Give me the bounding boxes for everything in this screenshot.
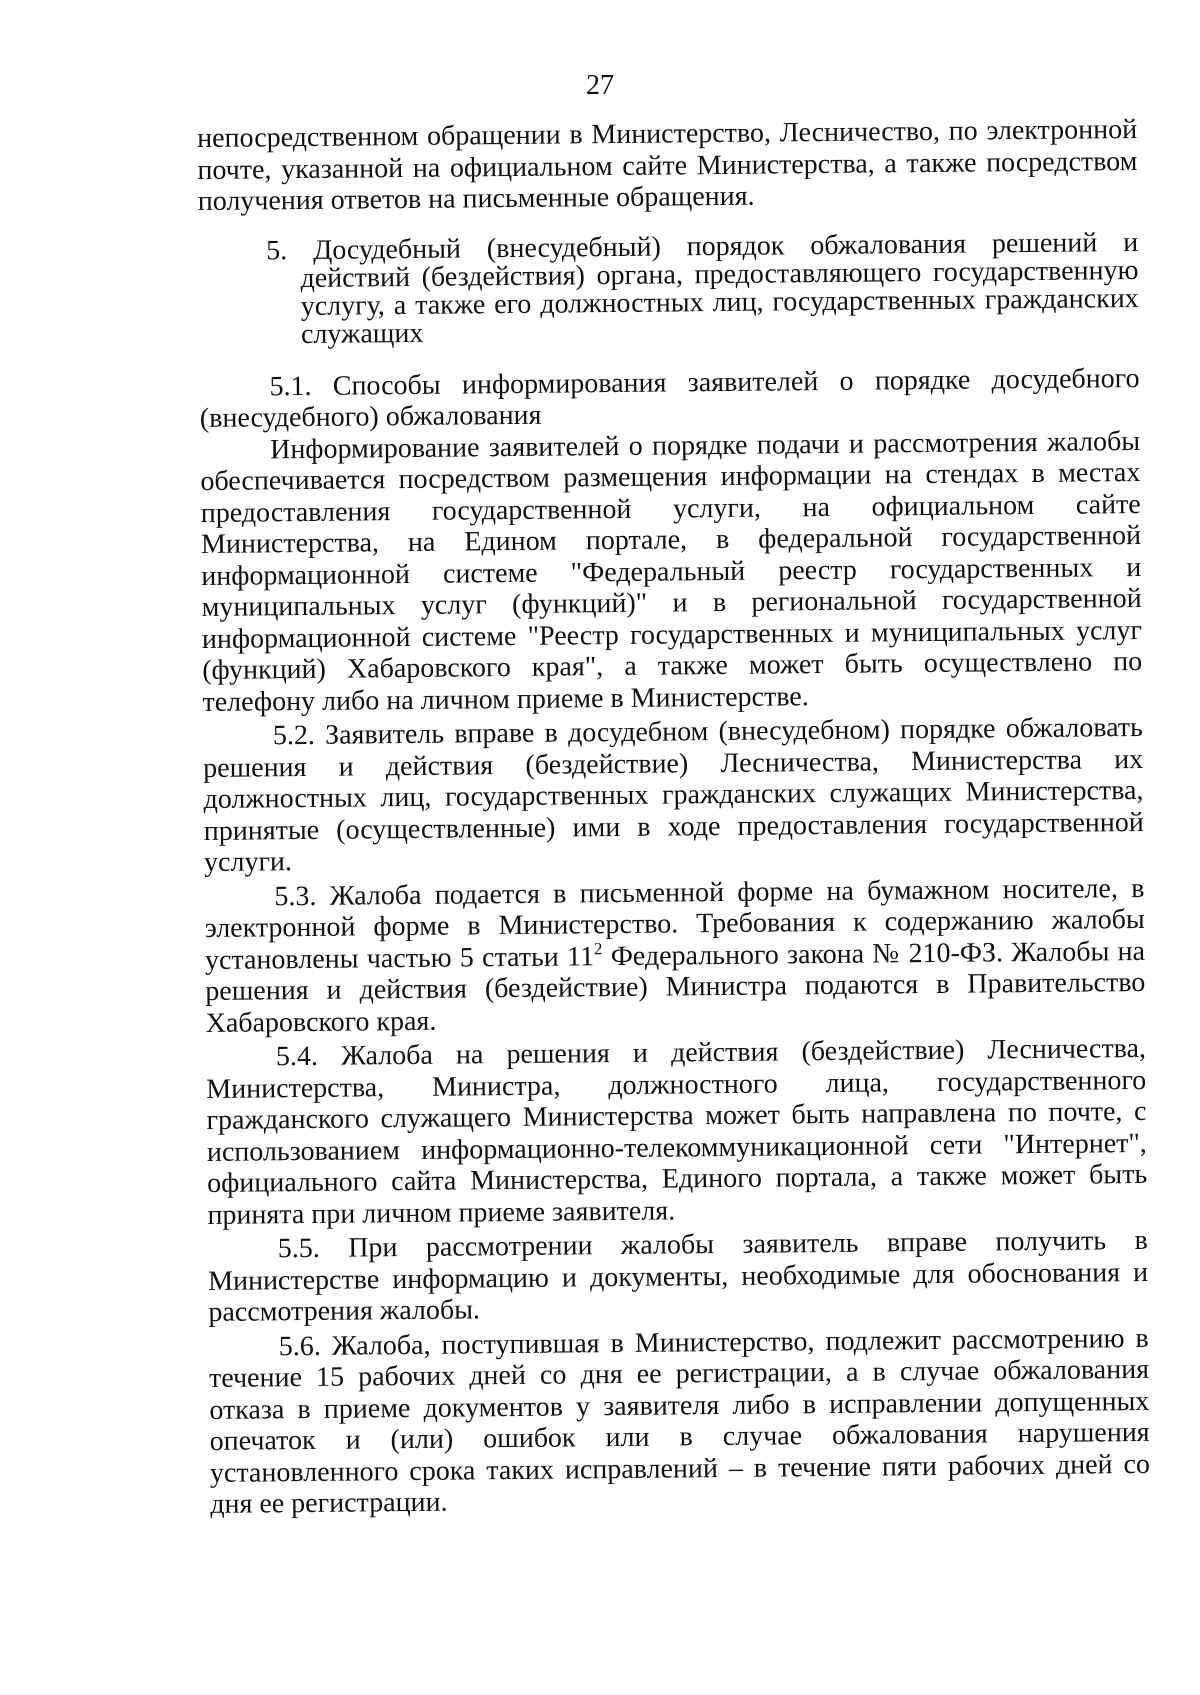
- subsection-5-3-text-a: 5.3. Жалоба подается в письменной форме на бумажном носителе, в электронной форме в Министерство. Требования к содержанию жалобы установлены частью 5 статьи 11: [204, 872, 1145, 976]
- section-5-heading: 5. Досудебный (внесудебный) порядок обжалования решений и действий (бездействия) органа, предоставляющего государственную услугу, а также его должностных лиц, государственных гражданских служащих: [266, 226, 1139, 350]
- subsection-5-3-text-b: Федерального закона № 210-ФЗ. Жалобы на решения и действия (бездействие) Министра подаются в Правительство Хабаровского края.: [205, 935, 1146, 1039]
- document-body: [197, 114, 1150, 1520]
- article-superscript: 2: [593, 938, 603, 958]
- subsection-5-1-heading: 5.1. Способы информирования заявителей о порядке досудебного (внесудебного) обжалования: [199, 362, 1140, 434]
- subsection-5-4: 5.4. Жалоба на решения и действия (бездействие) Лесничества, Министерства, Министра, должностного лица, государственного гражданского служащего Министерства может быть направлена по почте, с использованием информационно-телекоммуникационной сети "Интернет", официального сайта Министерства, Единого портала, а также может быть принята при личном приеме заявителя.: [206, 1032, 1148, 1231]
- subsection-5-6: 5.6. Жалоба, поступившая в Министерство, подлежит рассмотрению в течение 15 рабочих дней со дня ее регистрации, а в случае обжалования отказа в приеме документов у заявителя либо в исправлении допущенных опечаток и (или) ошибок или в случае обжалования нарушения установленного срока таких исправлений – в течение пяти рабочих дней со дня ее регистрации.: [208, 1322, 1151, 1520]
- subsection-5-1-body: Информирование заявителей о порядке подачи и рассмотрения жалобы обеспечивается посредством размещения информации на стендах в местах предоставления государственной услуги, на официальном сайте Министерства, на Едином портале, в федеральной государственной информационной системе "Федеральный реестр государственных и муниципальных услуг (функций)" и в региональной государственной информационной системе "Реестр государственных и муниципальных услуг (функций) Хабаровского края", а также может быть осуществлено по телефону либо на личном приеме в Министерстве.: [200, 425, 1143, 718]
- page-number: 27: [586, 70, 614, 101]
- subsection-5-5: 5.5. При рассмотрении жалобы заявитель вправе получить в Министерстве информацию и документы, необходимые для обоснования и рассмотрения жалобы.: [207, 1224, 1149, 1328]
- subsection-5-3: [204, 872, 1145, 1039]
- intro-paragraph: непосредственном обращении в Министерство, Лесничество, по электронной почте, указанной на официальном сайте Министерства, а также посредством получения ответов на письменные обращения.: [197, 113, 1138, 217]
- subsection-5-2: 5.2. Заявитель вправе в досудебном (внесудебном) порядке обжаловать решения и действия (бездействие) Лесничества, Министерства их должностных лиц, государственных гражданских служащих Министерства, принятые (осуществленные) ими в ходе предоставления государственной услуги.: [203, 711, 1144, 878]
